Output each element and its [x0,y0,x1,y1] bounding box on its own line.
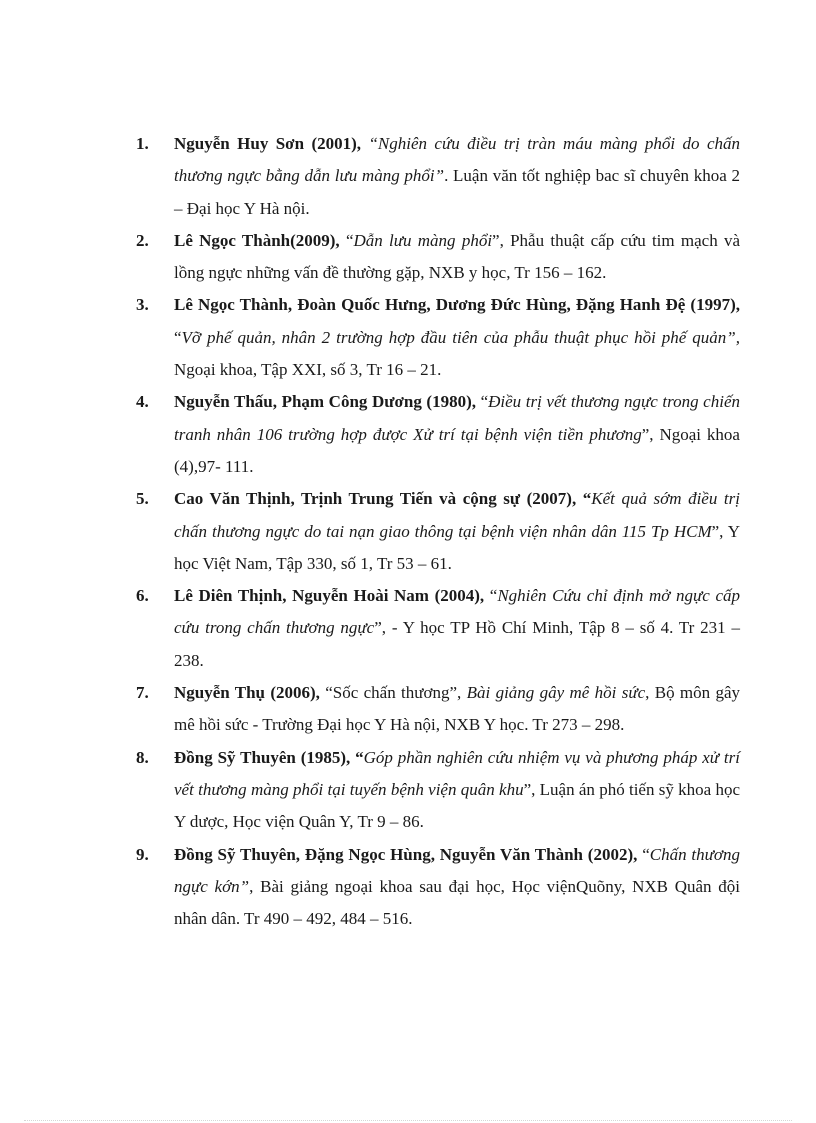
reference-authors: Nguyễn Thụ (2006), [174,683,326,703]
reference-text: Ngoại khoa, Tập XXI, số 3, Tr 16 – 21. [174,360,442,380]
page-bottom-rule [24,1120,792,1121]
reference-number: 6. [136,586,149,606]
reference-number: 8. [136,747,149,767]
reference-text: ”, - Y học TP Hồ Chí Minh, Tập 8 – số 4. Tr 231 – 238. [174,618,740,670]
reference-number: 5. [136,489,149,509]
reference-text: ”, Luận án phó tiến sỹ khoa học Y dược, Học viện Quân Y, Tr 9 – 86. [174,779,741,832]
reference-number: 4. [136,392,149,412]
reference-item [136,225,740,290]
reference-text: ”, Y học Việt Nam, Tập 330, số 1, Tr 53 – 61. [174,521,740,573]
reference-item [136,742,740,839]
reference-title: Vỡ phế quản, nhân 2 trường hợp đầu tiên của phẫu thuật phục hồi phế quản”, [181,327,740,347]
reference-authors: Đồng Sỹ Thuyên (1985), “ [174,747,364,767]
reference-number: 1. [136,134,149,153]
reference-text: . Luận văn tốt nghiệp bac sĩ chuyên khoa 2 – Đại học Y Hà nội. [174,166,740,218]
reference-authors: Nguyễn Huy Sơn (2001), [174,134,369,153]
reference-number: 9. [136,844,149,864]
reference-title: “Nghiên cứu điều trị tràn máu màng phổi do chấn thương ngực bằng dẫn lưu màng phổi” [174,134,741,186]
reference-title: Kết quả sớm điều trị chấn thương ngực do tai nạn giao thông tại bệnh viện nhân dân 115 Tp HCM [174,489,740,541]
reference-text: ”, Ngoại khoa (4),97- 111. [174,424,740,476]
reference-title: Chấn thương ngực kớn” [174,844,740,896]
reference-list [136,128,740,935]
reference-title: Dẫn lưu màng phổi [353,230,493,250]
reference-item [136,677,740,742]
reference-number: 3. [136,295,149,315]
reference-text: “ [174,327,182,347]
reference-text: “ [480,392,489,412]
reference-title: Nghiên Cứu chỉ định mở ngực cấp cứu trong chấn thương ngực [174,586,740,638]
reference-item [136,839,740,936]
reference-item [136,483,740,580]
reference-text: “ [345,230,354,250]
reference-item [136,128,740,225]
reference-title: Góp phần nghiên cứu nhiệm vụ và phương pháp xử trí vết thương màng phổi tại tuyến bệnh viện quân khu [174,747,740,799]
reference-text: “Sốc chấn thương”, [325,683,467,703]
reference-text: “ [489,586,498,606]
reference-item [136,580,740,677]
reference-item [136,386,740,483]
reference-authors: Nguyễn Thấu, Phạm Công Dương (1980), [174,392,481,412]
reference-text: , Bài giảng ngoại khoa sau đại học, Học việnQuõny, NXB Quân đội nhân dân. Tr 490 – 492, 484 – 516. [174,876,740,929]
reference-text: , Bộ môn gây mê hồi sức - Trường Đại học Y Hà nội, NXB Y học. Tr 273 – 298. [174,683,741,735]
reference-authors: Đồng Sỹ Thuyên, Đặng Ngọc Hùng, Nguyễn Văn Thành (2002), [174,844,643,864]
reference-text: ”, Phẫu thuật cấp cứu tim mạch và lồng ngực những vấn đề thường gặp, NXB y học, Tr 156 – 162. [174,230,740,283]
reference-number: 7. [136,683,149,703]
reference-item [136,289,740,386]
reference-text: “ [642,844,650,864]
reference-authors: Lê Ngọc Thành, Đoàn Quốc Hưng, Dương Đức Hùng, Đặng Hanh Đệ (1997), [174,295,740,315]
reference-authors: Lê Diên Thịnh, Nguyễn Hoài Nam (2004), [174,586,490,606]
reference-title: Điều trị vết thương ngực trong chiến tranh nhân 106 trường hợp được Xử trí tại bệnh viện tiền phương [174,392,740,444]
reference-title: Bài giảng gây mê hồi sức [466,683,646,703]
reference-authors: Lê Ngọc Thành(2009), [174,230,346,250]
reference-authors: Cao Văn Thịnh, Trịnh Trung Tiến và cộng sự (2007), “ [174,489,592,509]
reference-number: 2. [136,230,149,250]
